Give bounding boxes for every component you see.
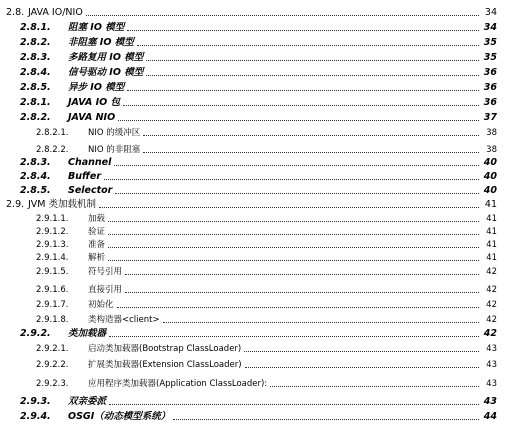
toc-entry-page: 42 (486, 285, 497, 295)
toc-entry[interactable] (0, 265, 523, 279)
toc-dot-leader (123, 105, 479, 106)
toc-entry[interactable] (0, 377, 523, 391)
toc-entry-title: 多路复用 IO 模型 (68, 52, 144, 63)
toc-entry-title: 加载 (88, 214, 106, 224)
toc-entry[interactable] (0, 51, 523, 65)
toc-entry-title: Channel (68, 157, 112, 168)
toc-dot-leader (127, 90, 479, 91)
toc-entry-title: 符号引用 (88, 267, 123, 277)
toc-entry-page: 41 (484, 199, 497, 210)
toc-dot-leader (109, 336, 479, 337)
toc-entry-number: 2.9.1.1. (36, 214, 69, 224)
toc-entry-number: 2.8.3. (20, 157, 51, 168)
toc-entry[interactable] (0, 238, 523, 252)
toc-entry-number: 2.9.1.4. (36, 253, 69, 263)
toc-entry-page: 34 (483, 22, 497, 33)
toc-dot-leader (146, 60, 479, 61)
toc-dot-leader (163, 322, 479, 323)
toc-entry-number: 2.9.4. (20, 411, 51, 422)
toc-dot-leader (117, 307, 479, 308)
toc-entry-title: 类构造器<client> (88, 315, 160, 325)
toc-entry[interactable] (0, 410, 523, 424)
toc-entry-number: 2.8.4. (20, 171, 51, 182)
toc-entry-title: JVM 类加载机制 (28, 199, 97, 210)
toc-dot-leader (127, 30, 479, 31)
toc-dot-leader (86, 15, 479, 16)
toc-entry-number: 2.8.2.2. (36, 145, 69, 155)
toc-dot-leader (137, 45, 479, 46)
toc-entry-title: JAVA NIO (68, 112, 116, 123)
toc-entry-title: JAVA IO/NIO (28, 7, 83, 18)
toc-entry-number: 2.9.1.5. (36, 267, 69, 277)
toc-entry[interactable] (0, 36, 523, 50)
toc-entry[interactable] (0, 198, 523, 212)
toc-entry-page: 35 (483, 37, 497, 48)
toc-entry-title: 阻塞 IO 模型 (68, 22, 125, 33)
toc-dot-leader (104, 179, 479, 180)
toc-entry-page: 38 (486, 145, 497, 155)
toc-entry-page: 41 (486, 240, 497, 250)
toc-dot-leader (270, 386, 479, 387)
toc-dot-leader (146, 75, 479, 76)
toc-dot-leader (143, 135, 479, 136)
toc-entry-page: 41 (486, 227, 497, 237)
toc-entry-page: 43 (483, 396, 497, 407)
toc-entry-page: 40 (483, 157, 497, 168)
toc-entry-title: OSGI（动态模型系统） (68, 411, 171, 422)
toc-entry[interactable] (0, 212, 523, 226)
toc-entry-title: NIO 的缓冲区 (88, 128, 141, 138)
toc-entry-title: 解析 (88, 253, 106, 263)
toc-entry-number: 2.9.1.8. (36, 315, 69, 325)
toc-dot-leader (173, 419, 479, 420)
toc-entry[interactable] (0, 342, 523, 356)
toc-dot-leader (114, 165, 479, 166)
toc-entry-title: 异步 IO 模型 (68, 82, 125, 93)
toc-entry-number: 2.9.1.2. (36, 227, 69, 237)
toc-entry[interactable] (0, 251, 523, 265)
toc-entry[interactable] (0, 225, 523, 239)
toc-entry-page: 43 (486, 360, 497, 370)
toc-entry-page: 42 (486, 267, 497, 277)
toc-entry[interactable] (0, 81, 523, 95)
toc-entry-title: 应用程序类加载器(Application ClassLoader): (88, 379, 268, 389)
toc-entry-page: 40 (483, 185, 497, 196)
toc-entry-page: 35 (483, 52, 497, 63)
toc-dot-leader (109, 404, 479, 405)
toc-entry[interactable] (0, 298, 523, 312)
toc-entry[interactable] (0, 358, 523, 372)
toc-dot-leader (108, 247, 479, 248)
toc-entry-title: NIO 的非阻塞 (88, 145, 141, 155)
toc-entry-title: 启动类加载器(Bootstrap ClassLoader) (88, 344, 242, 354)
toc-entry-page: 42 (486, 300, 497, 310)
toc-entry[interactable] (0, 184, 523, 198)
toc-entry-number: 2.8.2. (20, 112, 51, 123)
toc-entry-title: Selector (68, 185, 113, 196)
toc-entry-number: 2.9.1.3. (36, 240, 69, 250)
toc-entry-number: 2.8.4. (20, 67, 51, 78)
toc-entry-page: 37 (483, 112, 497, 123)
toc-entry[interactable] (0, 126, 523, 140)
toc-dot-leader (125, 292, 479, 293)
toc-dot-leader (245, 367, 479, 368)
toc-entry-page: 42 (486, 315, 497, 325)
toc-entry-page: 42 (483, 328, 497, 339)
toc-dot-leader (125, 274, 479, 275)
toc-entry-title: 双亲委派 (68, 396, 107, 407)
toc-entry-number: 2.9.1.6. (36, 285, 69, 295)
toc-entry-page: 41 (486, 253, 497, 263)
toc-entry-number: 2.8.3. (20, 52, 51, 63)
toc-entry-number: 2.8.2.1. (36, 128, 69, 138)
toc-entry-page: 36 (483, 82, 497, 93)
toc-dot-leader (115, 193, 479, 194)
toc-entry-number: 2.9.2.1. (36, 344, 69, 354)
toc-entry-page: 44 (483, 411, 497, 422)
toc-entry-title: JAVA IO 包 (68, 97, 121, 108)
toc-entry-page: 43 (486, 379, 497, 389)
toc-dot-leader (244, 351, 479, 352)
toc-entry-number: 2.9.2.2. (36, 360, 69, 370)
toc-entry[interactable] (0, 170, 523, 184)
toc-entry-number: 2.9. (6, 199, 25, 210)
toc-dot-leader (108, 221, 479, 222)
toc-entry[interactable] (0, 96, 523, 110)
toc-entry-page: 36 (483, 97, 497, 108)
toc-entry[interactable] (0, 21, 523, 35)
toc-entry-title: 直接引用 (88, 285, 123, 295)
toc-entry-title: 非阻塞 IO 模型 (68, 37, 134, 48)
toc-entry-page: 40 (483, 171, 497, 182)
toc-entry-number: 2.9.2.3. (36, 379, 69, 389)
toc-entry-number: 2.8.1. (20, 97, 51, 108)
toc-entry[interactable] (0, 313, 523, 327)
toc-dot-leader (143, 152, 479, 153)
toc-entry[interactable] (0, 6, 523, 20)
toc-entry-title: 类加载器 (68, 328, 107, 339)
toc-dot-leader (108, 234, 479, 235)
toc-entry[interactable] (0, 66, 523, 80)
toc-entry-number: 2.9.2. (20, 328, 51, 339)
toc-entry[interactable] (0, 395, 523, 409)
toc-entry[interactable] (0, 143, 523, 157)
toc-entry-title: 准备 (88, 240, 106, 250)
toc-entry-number: 2.8.5. (20, 185, 51, 196)
toc-entry-page: 43 (486, 344, 497, 354)
toc-entry-number: 2.8.2. (20, 37, 51, 48)
toc-entry-number: 2.9.3. (20, 396, 51, 407)
toc-dot-leader (118, 120, 479, 121)
toc-entry-page: 36 (483, 67, 497, 78)
toc-entry[interactable] (0, 283, 523, 297)
toc-entry[interactable] (0, 327, 523, 341)
toc-entry-page: 41 (486, 214, 497, 224)
toc-entry-number: 2.8.1. (20, 22, 51, 33)
toc-dot-leader (108, 260, 479, 261)
toc-entry-title: Buffer (68, 171, 102, 182)
toc-entry[interactable] (0, 156, 523, 170)
toc-entry-title: 验证 (88, 227, 106, 237)
toc-entry-page: 34 (484, 7, 497, 18)
toc-entry[interactable] (0, 111, 523, 125)
toc-entry-title: 扩展类加载器(Extension ClassLoader) (88, 360, 242, 370)
toc-entry-title: 信号驱动 IO 模型 (68, 67, 144, 78)
toc-entry-number: 2.9.1.7. (36, 300, 69, 310)
toc-entry-number: 2.8.5. (20, 82, 51, 93)
toc-entry-title: 初始化 (88, 300, 114, 310)
toc-entry-page: 38 (486, 128, 497, 138)
toc-entry-number: 2.8. (6, 7, 25, 18)
toc-dot-leader (99, 207, 479, 208)
